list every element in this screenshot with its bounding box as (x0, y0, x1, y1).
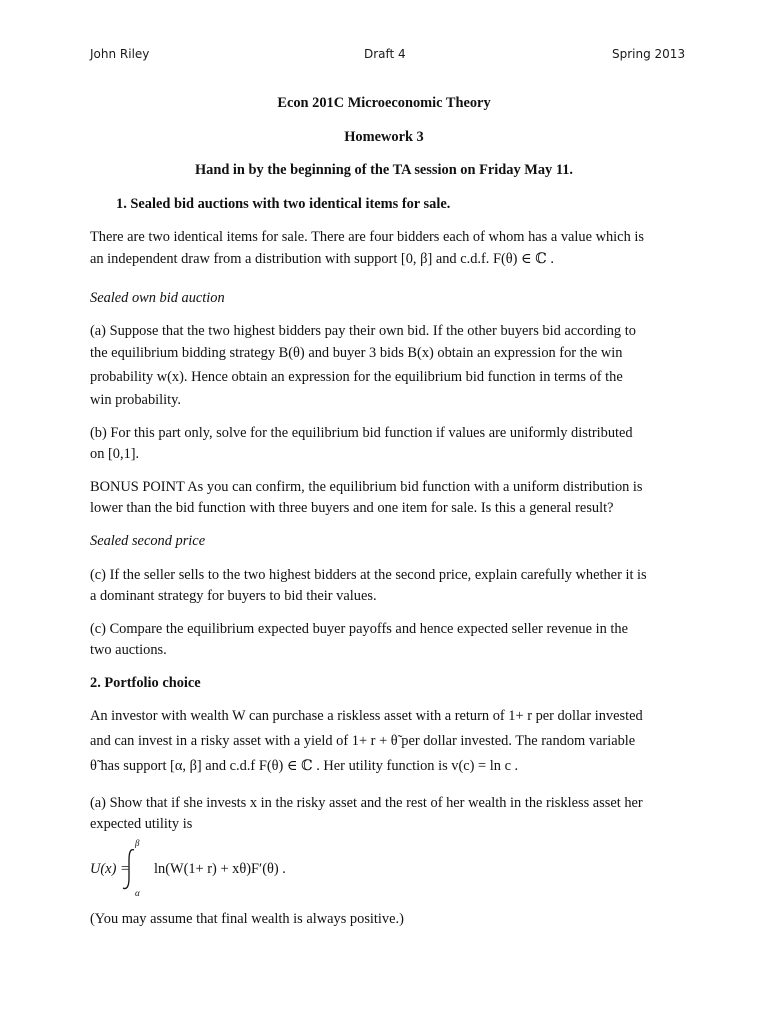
q1a-line: (a) Suppose that the two highest bidders pay their own bid. If the other buyers bid according to (90, 323, 636, 339)
q1c2-line: two auctions. (90, 642, 167, 658)
q1-heading: 1. Sealed bid auctions with two identical items for sale. (116, 196, 451, 212)
q2a-line: expected utility is (90, 816, 193, 832)
bonus-line: BONUS POINT As you can confirm, the equilibrium bid function with a uniform distribution is (90, 479, 643, 495)
page-subtitle: Homework 3 (344, 129, 424, 145)
q1b-line: on [0,1]. (90, 446, 140, 462)
q1-intro-line: an independent draw from a distribution with support [0, β] and c.d.f. F(θ) ∈ ℂ . (90, 251, 554, 267)
q1c-line: (c) If the seller sells to the two highest bidders at the second price, explain carefully whether it is (90, 567, 647, 583)
q1c-line: a dominant strategy for buyers to bid their values. (90, 588, 377, 604)
equation-integrand: ln(W(1+ r) + xθ)F′(θ) . (154, 861, 286, 877)
q2a-line: (a) Show that if she invests x in the risky asset and the rest of her wealth in the riskless asset her (90, 795, 643, 811)
q1c2-line: (c) Compare the equilibrium expected buyer payoffs and hence expected seller revenue in the (90, 621, 628, 637)
q1a-line: probability w(x). Hence obtain an expression for the equilibrium bid function in terms of the (90, 369, 623, 385)
page-title: Econ 201C Microeconomic Theory (277, 95, 491, 111)
integral-upper-limit: β (135, 838, 140, 848)
q1-intro-line: There are two identical items for sale. There are four bidders each of whom has a value which is (90, 229, 644, 245)
q2-intro-line: and can invest in a risky asset with a yield of 1+ r + θ̃ per dollar invested. The random variable (90, 733, 636, 749)
header-term: Spring 2013 (612, 47, 686, 61)
q1a-line: the equilibrium bidding strategy B(θ) and buyer 3 bids B(x) obtain an expression for the win (90, 345, 623, 361)
q2-intro-line: θ̃ has support [α, β] and c.d.f F(θ) ∈ ℂ . Her utility function is v(c) = ln c . (90, 758, 519, 774)
header-draft: Draft 4 (364, 47, 406, 61)
q1b-line: (b) For this part only, solve for the equilibrium bid function if values are uniformly distributed (90, 425, 633, 441)
q1a-line: win probability. (90, 392, 181, 408)
integral-lower-limit: α (135, 888, 140, 898)
q1-subheading-own-bid: Sealed own bid auction (90, 290, 225, 306)
q1-subheading-second-price: Sealed second price (90, 533, 206, 549)
q2-note: (You may assume that final wealth is always positive.) (90, 911, 404, 927)
bonus-line: lower than the bid function with three buyers and one item for sale. Is this a general result? (90, 500, 614, 516)
q2-heading: 2. Portfolio choice (90, 675, 201, 691)
deadline: Hand in by the beginning of the TA session on Friday May 11. (194, 162, 574, 178)
header-author: John Riley (90, 47, 150, 61)
equation-lhs: U(x) = (90, 861, 130, 877)
q2-intro-line: An investor with wealth W can purchase a riskless asset with a return of 1+ r per dollar invested (90, 708, 643, 724)
integral-sign-icon (118, 846, 142, 892)
